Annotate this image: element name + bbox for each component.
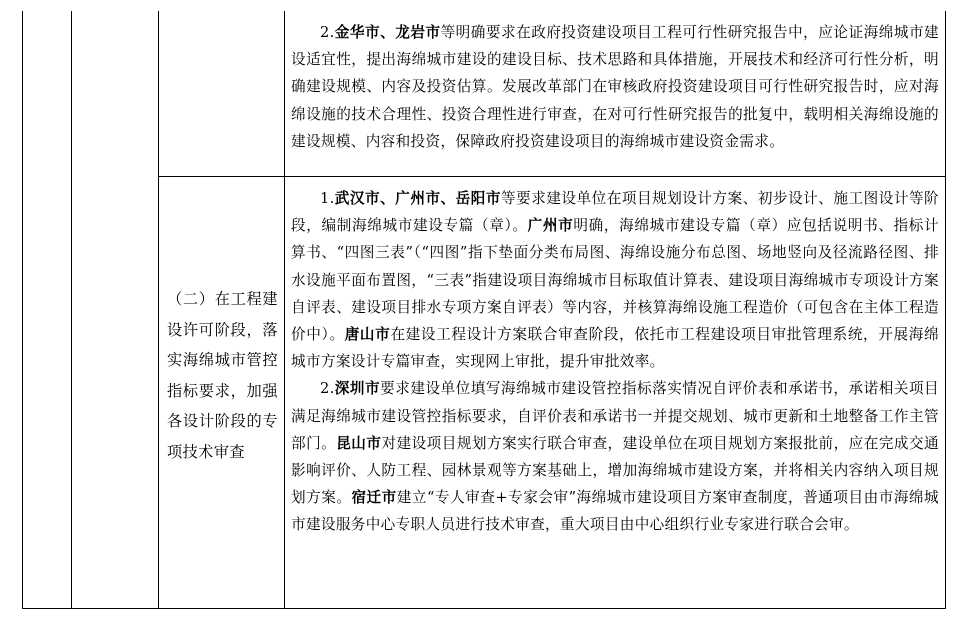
- text-run: 对建设项目规划方案实行联合审查，建设单位在项目规划方案报批前，应在完成交通影响评价、人防工程、园林景观等方案基础上，增加海绵城市建设方案，并将相关内容纳入项目规划方案。: [291, 434, 939, 507]
- text-run: 等明确要求在政府投资建设项目工程可行性研究报告中，应论证海绵城市建设适宜性，提出海绵城市建设的建设目标、技术思路和具体措施，开展技术和经济可行性分析，明确建设规模、内容及投资估算。发展改革部门在审核政府投资建设项目可行性研究报告时，应对海绵设施的技术合理性、投资合理性进行审查，在对可行性研究报告的批复中，载明相关海绵设施的建设规模、内容和投资，保障政府投资建设项目的海绵城市建设资金需求。: [291, 24, 939, 150]
- row1-content-cell: [285, 19, 946, 176]
- text-run: 1.: [320, 190, 335, 207]
- city-name: 昆山市: [336, 434, 382, 452]
- city-name: 武汉市、广州市、岳阳市: [334, 190, 501, 207]
- city-name: 金华市、龙岩市: [334, 24, 441, 41]
- text-run: 明确，海绵城市建设专篇（章）应包括说明书、指标计算书、“四图三表”（“四图”指下垫面分类布局图、海绵设施分布总图、场地竖向及径流路径图、排水设施平面布置图，“三表”指建设项目海绵城市目标取值计算表、建设项目海绵城市专项设计方案自评表、建设项目排水专项方案自评表）等内容，并核算海绵设施工程造价（可包含在主体工程造价中）。: [291, 217, 939, 344]
- text-run: 2.: [320, 24, 335, 41]
- row1-paragraphs: [291, 19, 939, 155]
- text-run: 建立“专人审查+专家会审”海绵城市建设项目方案审查制度，普通项目由市海绵城市建设服务中心专职人员进行技术审查，重大项目由中心组织行业专家进行联合会审。: [291, 489, 939, 534]
- city-name: 深圳市: [334, 380, 381, 398]
- city-name: 广州市: [527, 217, 574, 235]
- row2-label: （二）在工程建设许可阶段，落实海绵城市管控指标要求，加强各设计阶段的专项技术审查: [167, 290, 278, 461]
- column-2-cell: [71, 11, 158, 609]
- text-run: 要求建设单位填写海绵城市建设管控指标落实情况自评价表和承诺书，承诺相关项目满足海绵城市建设管控指标要求，自评价表和承诺书一并提交规划、城市更新和土地整备工作主管部门。: [291, 380, 939, 452]
- column-1-cell: [23, 11, 71, 609]
- paragraph: [291, 375, 939, 538]
- text-run: 在建设工程设计方案联合审查阶段，依托市工程建设项目审批管理系统，开展海绵城市方案设计专篇审查，实现网上审批，提升审批效率。: [291, 326, 939, 371]
- row2-label-cell: [159, 177, 284, 609]
- row2-paragraphs: [291, 185, 939, 539]
- city-name: 唐山市: [344, 326, 391, 344]
- text-run: 等要求建设单位在项目规划设计方案、初步设计、施工图设计等阶段，编制海绵城市建设专篇（章）。: [291, 190, 939, 235]
- row2-content-cell: [285, 185, 946, 609]
- paragraph: [291, 19, 939, 155]
- city-name: 宿迁市: [351, 489, 397, 507]
- policy-table: [22, 11, 946, 609]
- text-run: 2.: [320, 380, 335, 398]
- paragraph: [291, 185, 939, 375]
